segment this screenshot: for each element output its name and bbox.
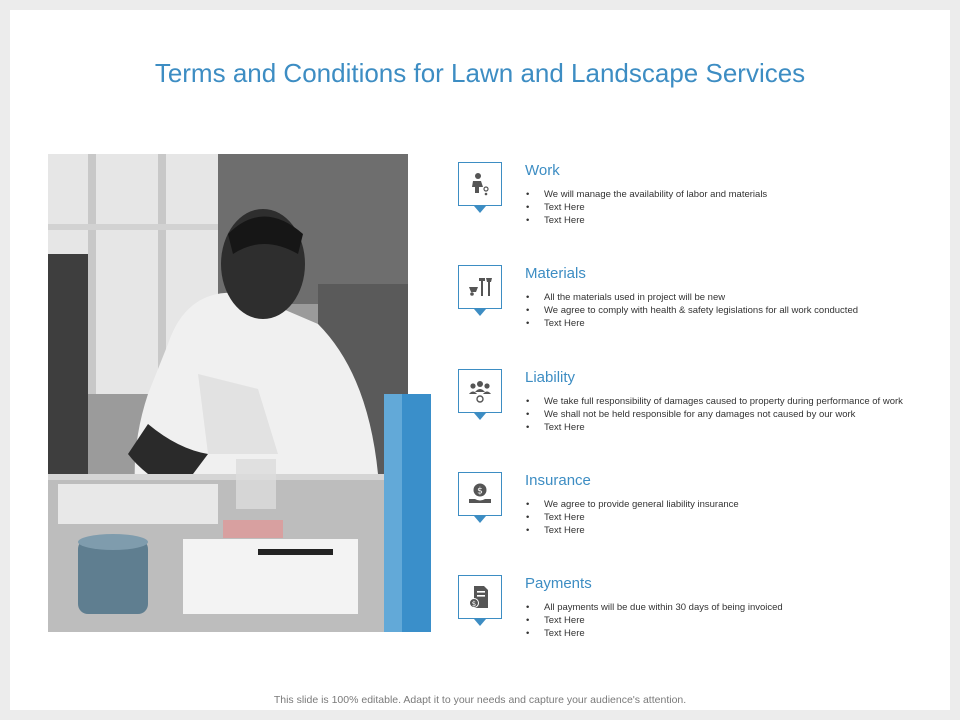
bullet-list <box>526 601 906 640</box>
pointer-marker <box>474 619 486 626</box>
bullet-list <box>526 498 906 537</box>
bullet-item: • Text Here <box>526 421 906 434</box>
bullet-item: • Text Here <box>526 524 906 537</box>
footer-note: This slide is 100% editable. Adapt it to your needs and capture your audience's attention. <box>273 694 687 706</box>
bullet-item: • All payments will be due within 30 days of being invoiced <box>526 601 906 614</box>
dollar-hand-icon <box>458 472 502 516</box>
accent-bar <box>384 394 431 632</box>
pointer-marker <box>474 309 486 316</box>
bullet-list <box>526 395 906 434</box>
bullet-list <box>526 188 906 227</box>
invoice-icon <box>458 575 502 619</box>
bullet-item: • We shall not be held responsible for any damages not caused by our work <box>526 408 906 421</box>
pointer-marker <box>474 206 486 213</box>
svg-text:$: $ <box>477 486 483 497</box>
bullet-item: • Text Here <box>526 214 906 227</box>
item-title: Payments <box>525 575 592 592</box>
svg-text:$: $ <box>471 600 477 608</box>
item-title: Liability <box>525 369 576 386</box>
team-icon <box>458 369 502 413</box>
gardener-icon <box>458 162 502 206</box>
accent-stripe <box>384 394 402 632</box>
item-title: Materials <box>525 265 586 282</box>
item-title: Work <box>525 162 560 179</box>
bullet-item: • All the materials used in project will be new <box>526 291 906 304</box>
garden-tools-icon <box>458 265 502 309</box>
bullet-item: • Text Here <box>526 317 906 330</box>
item-title: Insurance <box>525 472 591 489</box>
pointer-marker <box>474 516 486 523</box>
bullet-item: • We take full responsibility of damages caused to property during performance of work <box>526 395 906 408</box>
bullet-item: • Text Here <box>526 627 906 640</box>
bullet-item: • We will manage the availability of labor and materials <box>526 188 906 201</box>
pointer-marker <box>474 413 486 420</box>
bullet-item: • Text Here <box>526 201 906 214</box>
bullet-item: • We agree to comply with health & safety legislations for all work conducted <box>526 304 906 317</box>
bullet-list <box>526 291 906 330</box>
bullet-item: • We agree to provide general liability insurance <box>526 498 906 511</box>
meeting-photo <box>48 154 408 632</box>
page-title: Terms and Conditions for Lawn and Landscape Services <box>154 58 806 88</box>
bullet-item: • Text Here <box>526 511 906 524</box>
bullet-item: • Text Here <box>526 614 906 627</box>
